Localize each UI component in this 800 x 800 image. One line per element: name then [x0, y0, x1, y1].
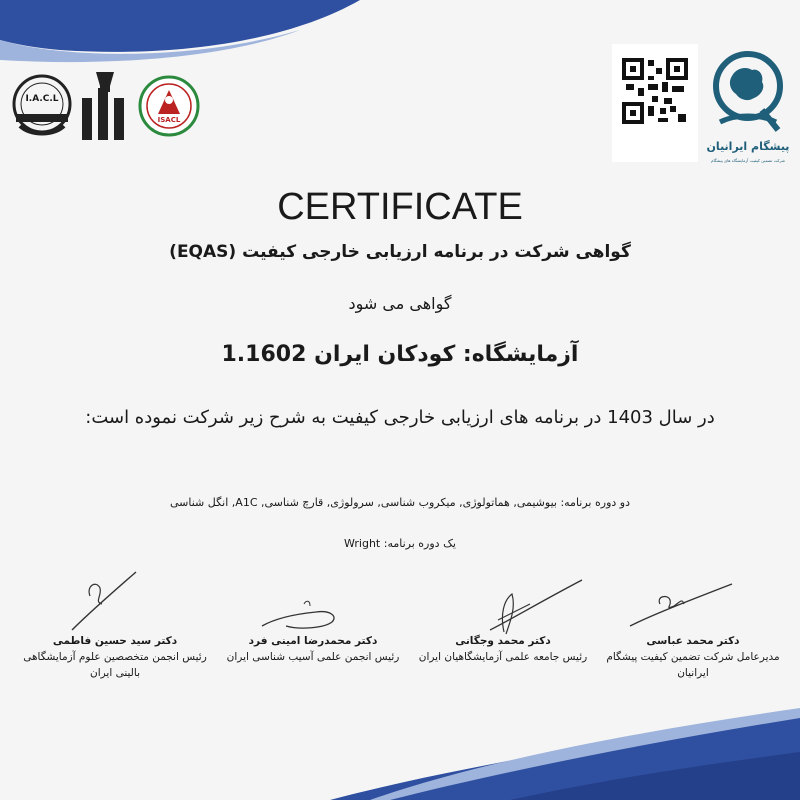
signatory-name: دکتر محمد وجگانی — [455, 635, 551, 647]
iacl-logo — [10, 64, 74, 148]
certificate-subtitle: گواهی شرکت در برنامه ارزیابی خارجی کیفیت (EQAS) — [169, 242, 631, 262]
pishgam-logo — [706, 40, 790, 170]
signatory-role: مدیرعامل شرکت تضمین کیفیت پیشگام ایرانیان — [606, 651, 780, 679]
isacl-logo — [138, 66, 200, 146]
lab-name: آزمایشگاه: کودکان ایران 1.1602 — [221, 342, 579, 367]
isacl-logo-text: ISACL — [157, 116, 181, 124]
qr-code — [612, 44, 698, 162]
signature-abbasi — [620, 576, 740, 636]
signatory-name: دکتر محمدرضا امینی فرد — [248, 635, 378, 647]
programs-one-period: یک دوره برنامه: Wright — [344, 537, 456, 550]
signatory-name: دکتر سید حسین فاطمی — [52, 635, 178, 647]
certificate-title: CERTIFICATE — [277, 186, 523, 228]
iacl-logo-text: I.A.C.L — [25, 94, 59, 104]
participation-statement: در سال 1403 در برنامه های ارزیابی خارجی کیفیت به شرح زیر شرکت نموده است: — [85, 407, 715, 428]
signatory-abbasi — [598, 633, 788, 681]
signatory-vojgani — [408, 633, 598, 665]
top-left-wave — [0, 0, 360, 70]
signature-aminifard — [256, 596, 346, 636]
pishgam-logo-title: پیشگام ایرانیان — [706, 140, 790, 153]
programs-two-period: دو دوره برنامه: بیوشیمی, هماتولوژی, میکروب شناسی, سرولوژی, قارچ شناسی, A1C, انگل شناسی — [170, 496, 630, 509]
certifies-line: گواهی می شود — [348, 294, 452, 313]
signatory-role: رئیس انجمن علمی آسیب شناسی ایران — [226, 651, 400, 663]
pishgam-logo-subtitle: شرکت تضمین کیفیت آزمایشگاه های پیشگام — [710, 158, 786, 163]
signatory-aminifard — [218, 633, 408, 665]
association-logo — [80, 68, 130, 142]
signatory-name: دکتر محمد عباسی — [646, 635, 740, 647]
signatory-role: رئیس انجمن متخصصین علوم آزمایشگاهی بالینی ایران — [23, 651, 207, 679]
bottom-right-wave — [330, 708, 800, 800]
signature-fatemi — [66, 566, 146, 636]
signatory-fatemi — [20, 633, 210, 681]
signatory-role: رئیس جامعه علمی آزمایشگاهیان ایران — [418, 651, 588, 663]
